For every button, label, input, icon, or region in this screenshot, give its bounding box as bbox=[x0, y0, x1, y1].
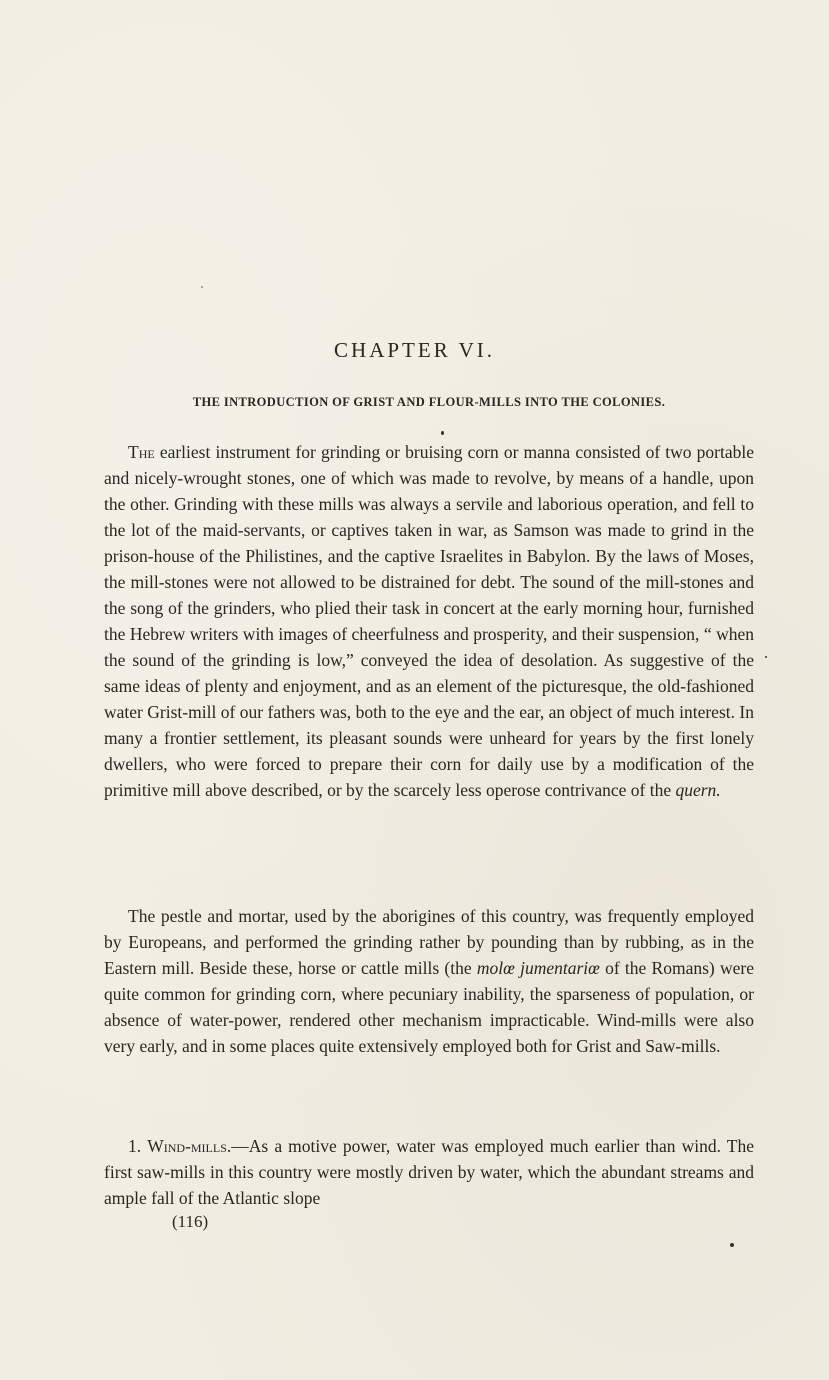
paragraph-1-text: earliest instrument for grinding or bruising corn or manna consisted of two portable and nicely-wrought stones, one of which was made to revolve, by means of a handle, upon the other. Grinding with these mills was always a servile and laborious operation, and fell to the lot of the maid-servants, or captives taken in war, as Samson was made to grind in the prison-house of the Philistines, and the captive Israelites in Babylon. By the laws of Moses, the mill-stones were not allowed to be distrained for debt. The sound of the mill-stones and the song of the grinders, who plied their task in concert at the early morning hour, furnished the Hebrew writers with images of cheerfulness and prosperity, and their suspension, “ when the sound of the grinding is low,” conveyed the idea of desolation. As suggestive of the same ideas of plenty and enjoyment, and as an element of the picturesque, the old-fashioned water Grist-mill of our fathers was, both to the eye and the ear, an object of much interest. In many a frontier settlement, its pleasant sounds were unheard for years by the first lonely dwellers, who were forced to prepare their corn for daily use by a modification of the primitive mill above described, or by the scarcely less operose contrivance of the bbox=[104, 442, 754, 800]
paragraph-2 bbox=[104, 903, 754, 1059]
paper-speck bbox=[201, 286, 203, 288]
page-number: (116) bbox=[172, 1212, 209, 1231]
paragraph-3-text: —As a motive power, water was employed much earlier than wind. The first saw-mills in this country were mostly driven by water, which the abundant streams and ample fall of the Atlantic slope bbox=[104, 1136, 754, 1208]
section-number: 1. bbox=[128, 1136, 148, 1156]
paper-speck bbox=[765, 656, 767, 658]
paragraph-1 bbox=[104, 439, 754, 803]
paragraph-3 bbox=[104, 1133, 754, 1211]
paper-speck bbox=[730, 1243, 734, 1247]
paragraph-1-italic: quern. bbox=[675, 780, 721, 800]
paragraph-2-italic: molœ jumentariœ bbox=[476, 958, 600, 978]
paragraph-1-lead: The bbox=[128, 442, 155, 462]
paragraph-2-before: The pestle and mortar, used by the aborigines of this country, was frequently employed by Europeans, and performed the grinding rather by pounding than by rubbing, as in the Eastern mill. Beside these, horse or cattle mills (the bbox=[104, 906, 754, 978]
section-heading: Wind-mills. bbox=[147, 1136, 232, 1156]
chapter-subtitle: THE INTRODUCTION OF GRIST AND FLOUR-MILLS INTO THE COLONIES. bbox=[192, 395, 666, 409]
paper-speck bbox=[441, 431, 444, 435]
chapter-title: CHAPTER VI. bbox=[334, 338, 495, 362]
paragraph-2-after: of the Romans) were quite common for grinding corn, where pecuniary inability, the sparseness of population, or absence of water-power, rendered other mechanism impracticable. Wind-mills were also very early, and in some places quite extensively employed both for Grist and Saw-mills. bbox=[104, 958, 754, 1056]
